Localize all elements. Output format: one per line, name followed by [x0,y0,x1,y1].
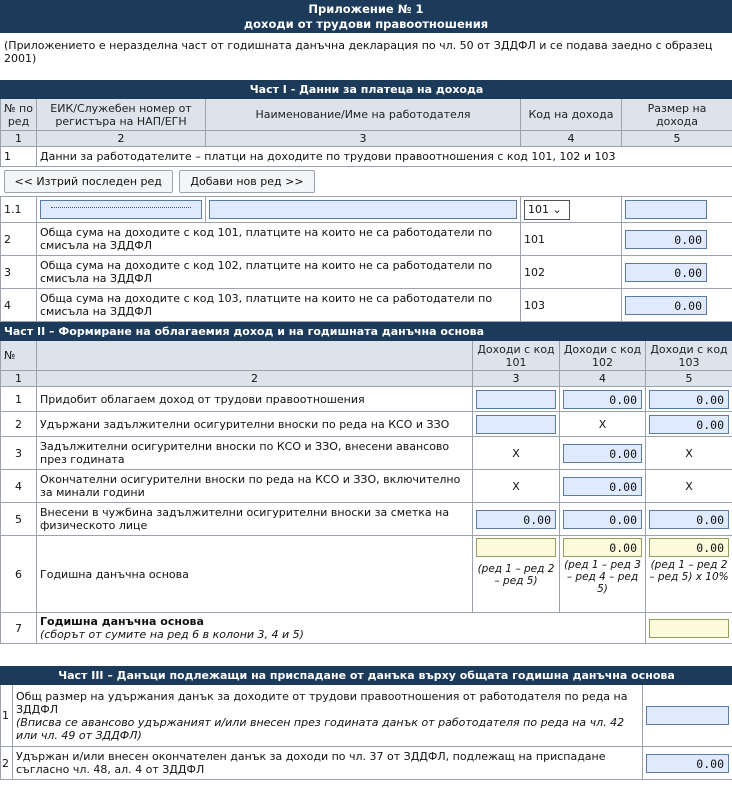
r6-c3-value [476,538,556,557]
row-text: Внесени в чужбина задължителни осигурителни вноски за сметка на физическото лице [37,503,473,536]
row-number: 1.1 [1,197,37,223]
row-text: Задължителни осигурителни вноски по КСО и ЗЗО, внесени авансово през годината [37,437,473,470]
col-num: 4 [521,131,622,147]
row-text: Придобит облагаем доход от трудови правоотношения [37,387,473,412]
r6-c3-formula: (ред 1 – ред 2 – ред 5) [477,563,555,587]
col-num: 3 [206,131,521,147]
r1-c3-input[interactable] [476,390,556,409]
income-code-select[interactable]: 101 ⌄ [524,200,570,220]
part1-title: Част I - Данни за платеца на дохода [1,81,732,99]
col-num: 1 [1,371,37,387]
col-header-no: № [1,341,37,371]
col-num: 3 [473,371,560,387]
not-applicable-mark: X [473,437,560,470]
row-text: Обща сума на доходите с код 101, платците на които не са работодатели по смисъла на ЗДДФЛ [37,223,521,256]
row-code: 103 [521,289,622,322]
row-code: 102 [521,256,622,289]
row-text: Общ размер на удържания данък за доходите от трудови правоотношения от работодателя по реда на ЗДДФЛ [16,689,628,716]
section-row-text: Данни за работодателите – платци на доходите по трудови правоотношения с код 101, 102 и 103 [37,147,732,167]
row-number: 7 [1,613,37,644]
not-applicable-mark: X [473,470,560,503]
col-header-code: Код на дохода [521,99,622,131]
col-header-name: Наименование/Име на работодателя [206,99,521,131]
not-applicable-mark: X [646,470,732,503]
row-text: Удържани задължителни осигурителни вноски по реда на КСО и ЗЗО [37,412,473,437]
col-header-code102: Доходи с код 102 [560,341,646,371]
not-applicable-mark: X [560,412,646,437]
page-title: Приложение № 1 [308,2,424,16]
col-header-code101: Доходи с код 101 [473,341,560,371]
amount-101-input[interactable]: 0.00 [625,230,707,249]
r3-c4-input[interactable]: 0.00 [563,444,642,463]
r5-c3-input[interactable]: 0.00 [476,510,556,529]
row-number: 2 [1,223,37,256]
page-subtitle: доходи от трудови правоотношения [243,17,489,31]
amount-103-input[interactable]: 0.00 [625,296,707,315]
row-number: 4 [1,289,37,322]
col-header-eik: ЕИК/Служебен номер от регистъра на НАП/ЕГН [37,99,206,131]
eik-input[interactable] [40,200,202,219]
r2-c5-input[interactable]: 0.00 [649,415,729,434]
r6-c4-formula: (ред 1 – ред 3 – ред 4 – ред 5) [564,559,641,595]
col-num: 1 [1,131,37,147]
r4-c4-input[interactable]: 0.00 [563,477,642,496]
row-text: Годишна данъчна основа [37,536,473,613]
row-text: Окончателни осигурителни вноски по реда на КСО и ЗЗО, включително за минали години [37,470,473,503]
r6-c4-value: 0.00 [563,538,642,557]
row-subtext: (сборът от сумите на ред 6 в колони 3, 4 и 5) [40,628,304,641]
row-text: Удържан и/или внесен окончателен данък за доходи по чл. 37 от ЗДДФЛ, подлежащ на приспадане съгласно чл. 48, ал. 4 от ЗДДФЛ [13,747,643,780]
part3-r1-input[interactable] [646,706,729,725]
row-number: 1 [1,387,37,412]
row-number: 3 [1,437,37,470]
r2-c3-input[interactable] [476,415,556,434]
row-number: 2 [1,747,13,780]
row-text: Годишна данъчна основа [40,615,204,628]
row-number: 4 [1,470,37,503]
r1-c5-input[interactable]: 0.00 [649,390,729,409]
r1-c4-input[interactable]: 0.00 [563,390,642,409]
part1-table [0,80,732,322]
col-num: 5 [646,371,732,387]
amount-102-input[interactable]: 0.00 [625,263,707,282]
delete-last-row-button[interactable]: << Изтрий последен ред [4,170,173,193]
row-number: 3 [1,256,37,289]
part2-table [0,322,732,644]
r6-c5-formula: (ред 1 – ред 2 – ред 5) х 10% [649,559,729,583]
col-header-amount: Размер на дохода [622,99,732,131]
r5-c5-input[interactable]: 0.00 [649,510,729,529]
col-num: 2 [37,371,473,387]
col-header-code103: Доходи с код 103 [646,341,732,371]
row-text: Обща сума на доходите с код 102, платците на които не са работодатели по смисъла на ЗДДФЛ [37,256,521,289]
form-note: (Приложението е неразделна част от годишната данъчна декларация по чл. 50 от ЗДДФЛ и се подава заедно с образец 2001) [4,39,713,65]
col-num: 5 [622,131,732,147]
part3-title: Част III – Данъци подлежащи на приспадане от данъка върху общата годишна данъчна основа [1,667,732,685]
row-code: 101 [521,223,622,256]
row-number: 6 [1,536,37,613]
row-subtext: (Вписва се авансово удържаният и/или внесен през годината данък от работодателя по реда на чл. 42 или чл. 49 от ЗДДФЛ) [16,715,625,742]
not-applicable-mark: X [646,437,732,470]
income-amount-input[interactable] [625,200,707,219]
col-num: 4 [560,371,646,387]
row-number: 1 [1,147,37,167]
add-new-row-button[interactable]: Добави нов ред >> [179,170,314,193]
col-header-blank [37,341,473,371]
chevron-down-icon: ⌄ [552,202,562,216]
col-header-no: № по ред [1,99,37,131]
part3-table [0,666,732,780]
col-num: 2 [37,131,206,147]
part2-title: Част II – Формиране на облагаемия доход и на годишната данъчна основа [1,323,732,341]
row-number: 1 [1,685,13,747]
row-number: 2 [1,412,37,437]
employer-name-input[interactable] [209,200,517,219]
r5-c4-input[interactable]: 0.00 [563,510,642,529]
row-number: 5 [1,503,37,536]
page-title-band [0,0,732,33]
row-text: Обща сума на доходите с код 103, платците на които не са работодатели по смисъла на ЗДДФЛ [37,289,521,322]
r7-total-value [649,619,729,638]
part3-r2-input[interactable]: 0.00 [646,754,729,773]
r6-c5-value: 0.00 [649,538,729,557]
